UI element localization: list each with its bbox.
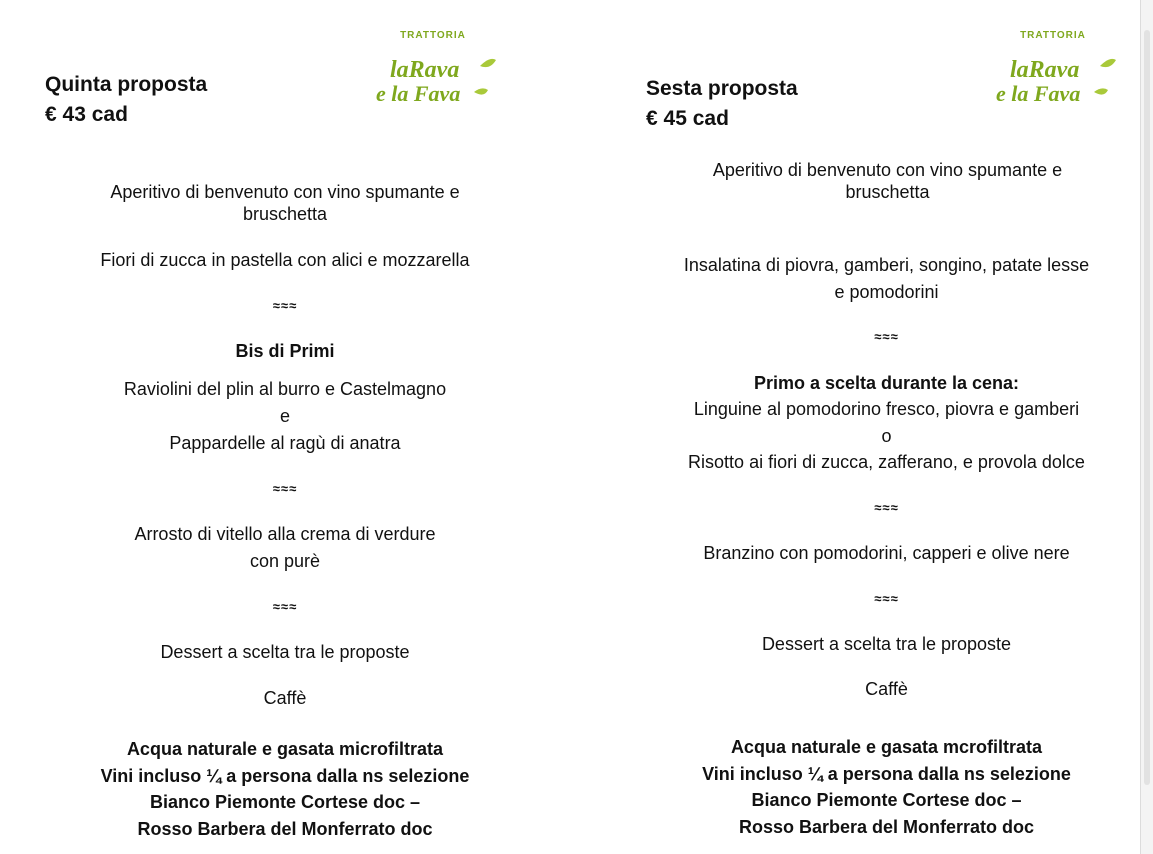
trattoria-logo <box>368 30 498 110</box>
separator: ≈≈≈ <box>874 591 899 606</box>
menu-price: € 43 cad <box>45 103 128 126</box>
separator: ≈≈≈ <box>874 500 899 515</box>
logo-wordmark-icon <box>988 44 1118 110</box>
logo-label: TRATTORIA <box>400 30 466 41</box>
primo-2: Risotto ai fiori di zucca, zafferano, e provola dolce <box>688 452 1085 472</box>
logo-name-top: laRava <box>390 57 460 83</box>
menu-title: Sesta proposta <box>646 77 798 100</box>
secondo: Branzino con pomodorini, capperi e olive nere <box>703 543 1070 563</box>
bean-icon <box>1094 88 1108 94</box>
secondo-line-1: Arrosto di vitello alla crema di verdure <box>134 524 436 544</box>
dessert: Dessert a scelta tra le proposte <box>761 634 1012 654</box>
primo-1: Raviolini del plin al burro e Castelmagno <box>123 379 447 399</box>
separator: ≈≈≈ <box>272 298 298 313</box>
aperitivo-line-2: bruschetta <box>242 204 328 224</box>
aperitivo-line-2: bruschetta <box>845 182 930 202</box>
menu-price: € 45 cad <box>646 107 729 130</box>
primo-conjunction: e <box>279 406 290 426</box>
dessert: Dessert a scelta tra le proposte <box>160 642 410 662</box>
logo-name-bottom: e la Fava <box>376 81 461 106</box>
primo-1: Linguine al pomodorino fresco, piovra e gamberi <box>693 399 1080 419</box>
primi-title: Bis di Primi <box>235 341 335 361</box>
bean-icon <box>474 88 488 94</box>
drinks-line-3: Bianco Piemonte Cortese doc – <box>149 792 421 812</box>
logo-name-top: laRava <box>1010 57 1080 83</box>
menu-title: Quinta proposta <box>45 73 208 96</box>
antipasto-line-1: Insalatina di piovra, gamberi, songino, patate lesse <box>683 255 1090 275</box>
logo-label: TRATTORIA <box>1020 30 1086 41</box>
drinks-line-4: Rosso Barbera del Monferrato doc <box>137 819 433 839</box>
antipasto-line-2: e pomodorini <box>834 282 939 302</box>
drinks-line-1: Acqua naturale e gasata mcrofiltrata <box>730 737 1043 757</box>
separator: ≈≈≈ <box>272 481 298 496</box>
separator: ≈≈≈ <box>874 329 899 344</box>
drinks-line-1: Acqua naturale e gasata microfiltrata <box>126 739 444 759</box>
caffe: Caffè <box>263 688 307 708</box>
separator: ≈≈≈ <box>272 599 298 614</box>
primo-conjunction: o <box>881 426 892 446</box>
secondo-line-2: con purè <box>249 551 321 571</box>
trattoria-logo <box>988 30 1118 110</box>
drinks-line-4: Rosso Barbera del Monferrato doc <box>738 817 1035 837</box>
drinks-line-2: Vini incluso ¼ a persona dalla ns selezione <box>100 766 470 786</box>
logo-wordmark-icon <box>368 44 498 110</box>
drinks-line-2: Vini incluso ¼ a persona dalla ns selezione <box>702 764 1071 784</box>
drinks-line-3: Bianco Piemonte Cortese doc – <box>751 790 1022 810</box>
antipasto: Fiori di zucca in pastella con alici e mozzarella <box>100 250 470 270</box>
leaf-icon <box>480 59 496 67</box>
leaf-icon <box>1100 59 1116 67</box>
aperitivo-line-1: Aperitivo di benvenuto con vino spumante e <box>712 160 1063 180</box>
caffe: Caffè <box>865 679 908 699</box>
logo-name-bottom: e la Fava <box>996 81 1081 106</box>
primo-2: Pappardelle al ragù di anatra <box>169 433 401 453</box>
aperitivo-line-1: Aperitivo di benvenuto con vino spumante e <box>110 182 460 202</box>
menu-sesta-proposta <box>600 0 1140 854</box>
menu-quinta-proposta <box>0 0 570 854</box>
primo-title: Primo a scelta durante la cena: <box>753 373 1020 393</box>
